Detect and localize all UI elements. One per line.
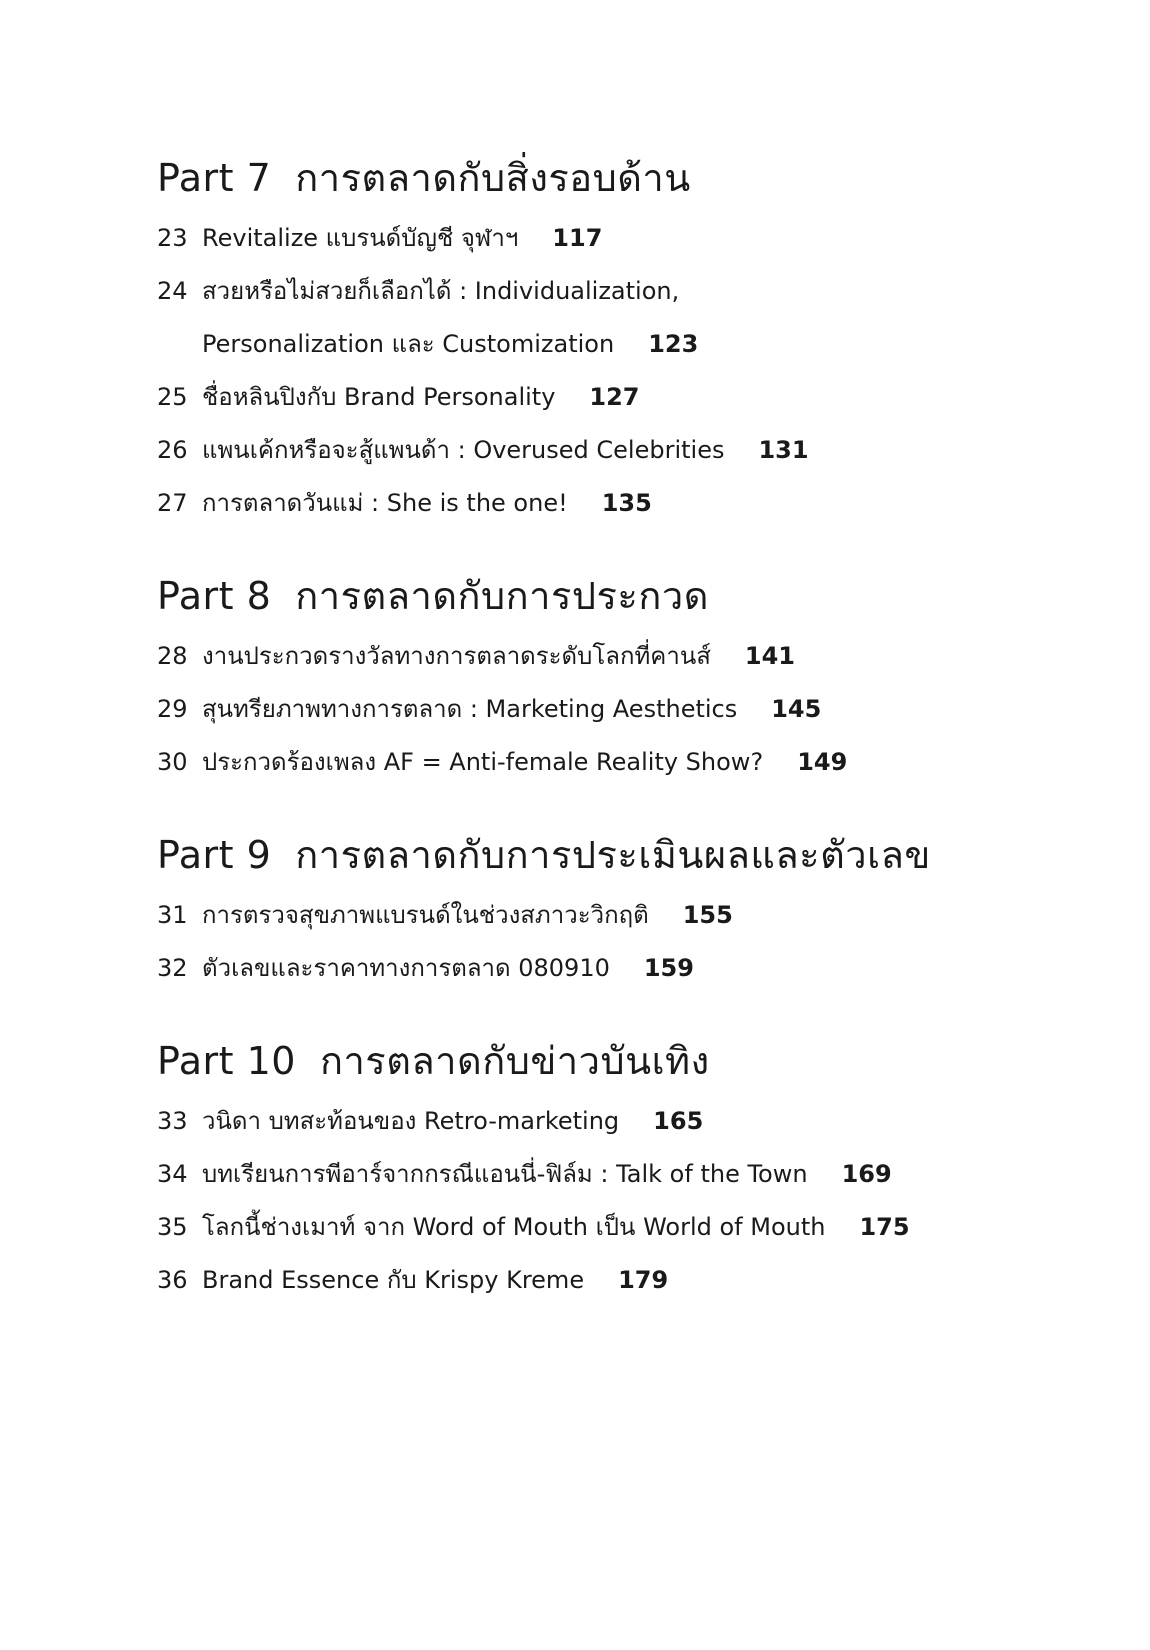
toc-entry	[157, 630, 1077, 683]
entry-number: 26	[157, 436, 188, 464]
toc-entry	[157, 477, 1077, 530]
part-heading	[157, 827, 1077, 883]
toc-entry	[157, 265, 1077, 371]
part-heading	[157, 1033, 1077, 1089]
entry-title: บทเรียนการพีอาร์จากกรณีแอนนี่-ฟิล์ม : Talk of the Town	[202, 1160, 808, 1188]
entry-number: 35	[157, 1213, 188, 1241]
toc-entry	[157, 1254, 1077, 1307]
toc-entry	[157, 371, 1077, 424]
entry-title-continued: Personalization และ Customization	[202, 330, 615, 358]
toc-entry	[157, 889, 1077, 942]
entry-title: Brand Essence กับ Krispy Kreme	[202, 1266, 585, 1294]
part-section	[157, 568, 1077, 789]
entry-number: 28	[157, 642, 188, 670]
entry-number: 31	[157, 901, 188, 929]
entry-title: แพนเค้กหรือจะสู้แพนด้า : Overused Celebrities	[202, 436, 725, 464]
entry-number: 27	[157, 489, 188, 517]
entry-page-number: 149	[797, 748, 848, 776]
entry-number: 25	[157, 383, 188, 411]
toc-entry	[157, 683, 1077, 736]
entry-list	[157, 630, 1077, 789]
entry-page-number: 135	[601, 489, 652, 517]
entry-number: 33	[157, 1107, 188, 1135]
entry-page-number: 123	[648, 330, 699, 358]
entry-list	[157, 1095, 1077, 1307]
part-title: การตลาดกับข่าวบันเทิง	[319, 1039, 710, 1083]
part-section	[157, 150, 1077, 530]
part-heading	[157, 150, 1077, 206]
part-title: การตลาดกับการประเมินผลและตัวเลข	[295, 833, 931, 877]
entry-title: ประกวดร้องเพลง AF = Anti-female Reality Show?	[202, 748, 764, 776]
entry-title: สวยหรือไม่สวยก็เลือกได้ : Individualization,	[202, 277, 680, 305]
toc-entry	[157, 424, 1077, 477]
part-title: การตลาดกับการประกวด	[295, 574, 709, 618]
part-section	[157, 1033, 1077, 1307]
entry-title: โลกนี้ช่างเมาท์ จาก Word of Mouth เป็น World of Mouth	[202, 1213, 826, 1241]
entry-page-number: 131	[758, 436, 809, 464]
entry-number: 23	[157, 224, 188, 252]
entry-title: Revitalize แบรนด์บัญชี จุฬาฯ	[202, 224, 519, 252]
entry-page-number: 169	[841, 1160, 892, 1188]
entry-page-number: 159	[643, 954, 694, 982]
part-label: Part 9	[157, 833, 272, 877]
toc-entry	[157, 1148, 1077, 1201]
entry-list	[157, 212, 1077, 530]
toc-entry	[157, 1201, 1077, 1254]
entry-title: การตรวจสุขภาพแบรนด์ในช่วงสภาวะวิกฤติ	[202, 901, 649, 929]
entry-page-number: 155	[682, 901, 733, 929]
entry-title: ชื่อหลินปิงกับ Brand Personality	[202, 383, 556, 411]
entry-page-number: 175	[859, 1213, 910, 1241]
entry-title: งานประกวดรางวัลทางการตลาดระดับโลกที่คานส์	[202, 642, 711, 670]
entry-title: การตลาดวันแม่ : She is the one!	[202, 489, 568, 517]
toc-entry	[157, 1095, 1077, 1148]
part-label: Part 8	[157, 574, 272, 618]
entry-title: สุนทรียภาพทางการตลาด : Marketing Aesthetics	[202, 695, 738, 723]
part-label: Part 10	[157, 1039, 296, 1083]
entry-number: 36	[157, 1266, 188, 1294]
entry-page-number: 117	[552, 224, 603, 252]
part-title: การตลาดกับสิ่งรอบด้าน	[295, 156, 691, 200]
entry-page-number: 141	[744, 642, 795, 670]
part-heading	[157, 568, 1077, 624]
entry-page-number: 165	[653, 1107, 704, 1135]
entry-page-number: 179	[618, 1266, 669, 1294]
entry-number: 32	[157, 954, 188, 982]
toc-entry	[157, 736, 1077, 789]
entry-number: 29	[157, 695, 188, 723]
table-of-contents	[157, 150, 1077, 1345]
part-label: Part 7	[157, 156, 272, 200]
entry-page-number: 127	[589, 383, 640, 411]
entry-number: 24	[157, 277, 188, 305]
entry-page-number: 145	[771, 695, 822, 723]
part-section	[157, 827, 1077, 995]
entry-list	[157, 889, 1077, 995]
entry-number: 34	[157, 1160, 188, 1188]
toc-entry	[157, 212, 1077, 265]
toc-entry	[157, 942, 1077, 995]
entry-title: ตัวเลขและราคาทางการตลาด 080910	[202, 954, 610, 982]
entry-number: 30	[157, 748, 188, 776]
entry-title: วนิดา บทสะท้อนของ Retro-marketing	[202, 1107, 620, 1135]
